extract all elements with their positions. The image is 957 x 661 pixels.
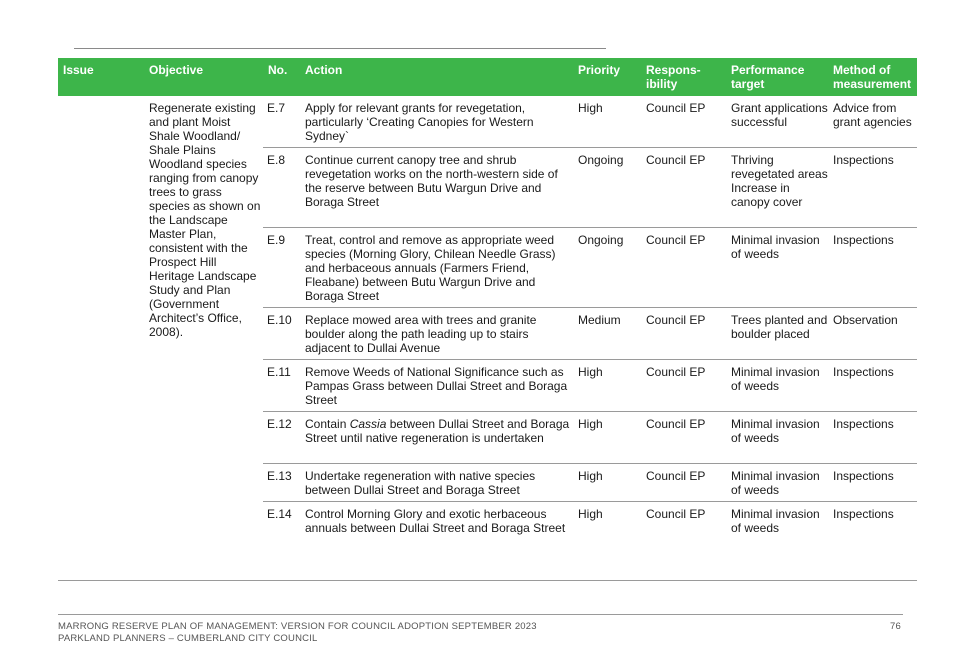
header-responsibility — [641, 58, 726, 96]
row-performance-line: Thriving revegetated areas — [731, 153, 828, 181]
row-action: Continue current canopy tree and shrub revegetation works on the north-western side of the reserve between Butu Wargun Drive and Boraga Street — [305, 153, 558, 209]
header-method-line2: measurement — [833, 77, 912, 91]
footer-line-2: PARKLAND PLANNERS – CUMBERLAND CITY COUNCIL — [58, 633, 318, 644]
row-responsibility: Council EP — [646, 417, 706, 431]
table-row — [263, 96, 917, 148]
row-performance: Minimal invasion of weeds — [731, 507, 820, 535]
action-rows — [263, 96, 917, 554]
footer-divider — [58, 614, 903, 615]
action-table — [58, 58, 917, 554]
footer-line-1: MARRONG RESERVE PLAN OF MANAGEMENT: VERSION FOR COUNCIL ADOPTION SEPTEMBER 2023 — [58, 621, 537, 632]
row-method: Advice from grant agencies — [833, 101, 912, 129]
row-priority: High — [578, 417, 603, 431]
row-action-pre: Contain — [305, 417, 350, 431]
table-row — [263, 464, 917, 502]
row-action-italic: Cassia — [349, 417, 387, 431]
row-responsibility: Council EP — [646, 365, 706, 379]
table-header — [58, 58, 917, 96]
table-body — [58, 96, 917, 554]
row-responsibility: Council EP — [646, 101, 706, 115]
row-performance-extra: Increase in canopy cover — [731, 181, 803, 209]
row-priority: Medium — [578, 313, 621, 327]
page-footer — [58, 621, 901, 645]
header-performance — [726, 58, 828, 96]
header-responsibility-line1: Respons- — [646, 63, 701, 77]
row-action: Replace mowed area with trees and granite boulder along the path leading up to stairs adjacent to Dullai Avenue — [305, 313, 537, 355]
row-action: Apply for relevant grants for revegetation, particularly ‘Creating Canopies for Western Sydney` — [305, 101, 534, 143]
row-action: Control Morning Glory and exotic herbaceous annuals between Dullai Street and Boraga Street — [305, 507, 566, 535]
header-priority: Priority — [578, 63, 621, 77]
row-responsibility: Council EP — [646, 233, 706, 247]
table-row — [263, 502, 917, 554]
row-action: Remove Weeds of National Significance such as Pampas Grass between Dullai Street and Boraga Street — [305, 365, 568, 407]
table-row — [263, 228, 917, 308]
row-no: E.13 — [267, 469, 292, 483]
row-performance: Minimal invasion of weeds — [731, 469, 820, 497]
page-number: 76 — [890, 621, 901, 632]
row-method: Inspections — [833, 153, 894, 167]
row-responsibility: Council EP — [646, 313, 706, 327]
row-priority: Ongoing — [578, 153, 624, 167]
row-method: Inspections — [833, 233, 894, 247]
row-performance: Grant applications successful — [731, 101, 828, 129]
header-method — [828, 58, 917, 96]
row-no: E.11 — [267, 365, 291, 379]
row-action: Undertake regeneration with native species between Dullai Street and Boraga Street — [305, 469, 536, 497]
row-priority: High — [578, 365, 603, 379]
row-performance: Minimal invasion of weeds — [731, 365, 820, 393]
row-method: Observation — [833, 313, 898, 327]
row-performance — [726, 153, 828, 227]
table-row — [263, 360, 917, 412]
row-method: Inspections — [833, 417, 894, 431]
row-no: E.9 — [267, 233, 286, 247]
row-performance: Trees planted and boulder placed — [731, 313, 828, 341]
header-responsibility-line2: ibility — [646, 77, 678, 91]
header-action: Action — [305, 63, 343, 77]
header-method-line1: Method of — [833, 63, 891, 77]
header-objective: Objective — [149, 63, 204, 77]
row-responsibility: Council EP — [646, 507, 706, 521]
table-row — [263, 412, 917, 464]
row-action — [300, 417, 573, 463]
row-no: E.14 — [267, 507, 292, 521]
row-priority: High — [578, 469, 603, 483]
header-issue: Issue — [63, 63, 94, 77]
row-no: E.8 — [267, 153, 286, 167]
table-row — [263, 308, 917, 360]
table-row — [263, 148, 917, 228]
row-action: Treat, control and remove as appropriate weed species (Morning Glory, Chilean Needle Grass) and herbaceous annuals (Farmers Friend, Fleabane) between Butu Wargun Drive and Boraga Street — [305, 233, 556, 303]
table-bottom-divider — [58, 580, 917, 581]
row-method: Inspections — [833, 365, 894, 379]
row-performance: Minimal invasion of weeds — [731, 417, 820, 445]
issue-cell — [58, 96, 144, 554]
row-priority: High — [578, 507, 603, 521]
header-performance-line1: Performance — [731, 63, 805, 77]
row-action-post: between Dullai Street and Boraga Street until native regeneration is undertaken — [305, 417, 570, 445]
row-responsibility: Council EP — [646, 153, 706, 167]
row-performance: Minimal invasion of weeds — [731, 233, 820, 261]
header-no: No. — [268, 63, 288, 77]
row-method: Inspections — [833, 469, 894, 483]
row-no: E.12 — [267, 417, 292, 431]
row-method: Inspections — [833, 507, 894, 521]
top-divider — [74, 48, 606, 49]
row-priority: Ongoing — [578, 233, 624, 247]
row-no: E.7 — [267, 101, 286, 115]
row-priority: High — [578, 101, 603, 115]
row-no: E.10 — [267, 313, 292, 327]
objective-cell: Regenerate existing and plant Moist Shale Woodland/ Shale Plains Woodland species ranging from canopy trees to grass species as shown on the Landscape Master Plan, consistent with the Prospect Hill Heritage Landscape Study and Plan (Government Architect’s Office, 2008). — [149, 101, 261, 339]
row-responsibility: Council EP — [646, 469, 706, 483]
header-performance-line2: target — [731, 77, 765, 91]
